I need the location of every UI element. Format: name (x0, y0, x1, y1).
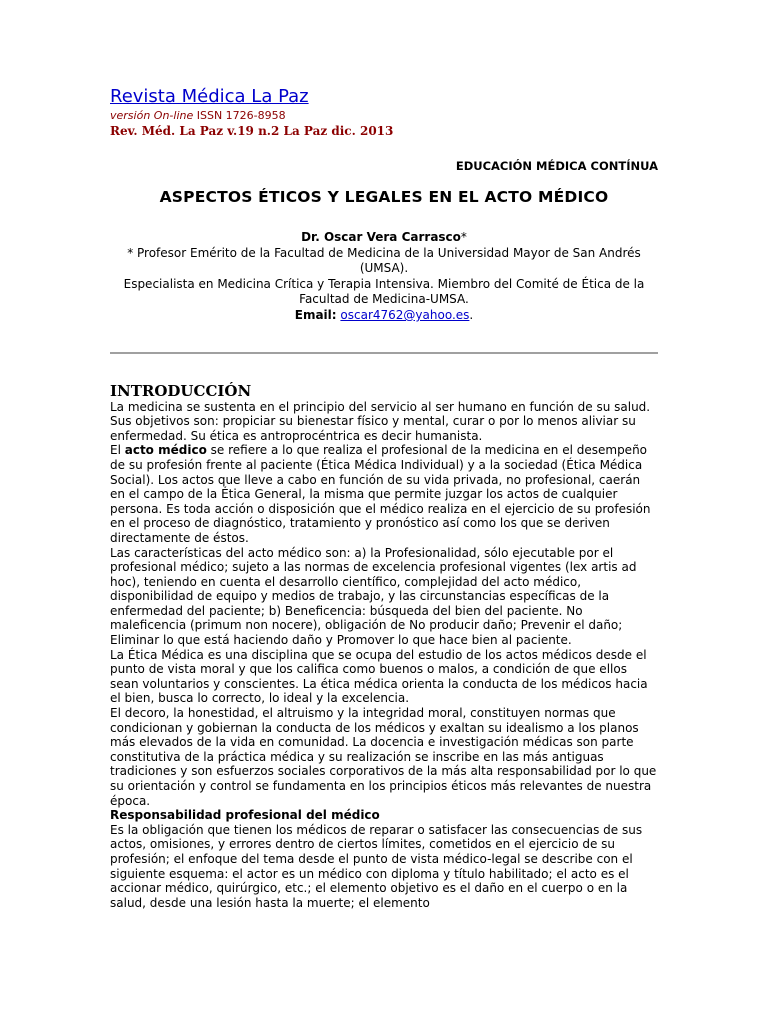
issn-text: ISSN 1726-8958 (193, 109, 286, 122)
version-line (110, 109, 658, 123)
author-name-line (112, 230, 656, 246)
article-body (110, 400, 658, 911)
article-title: ASPECTOS ÉTICOS Y LEGALES EN EL ACTO MÉDICO (159, 188, 609, 206)
article-page (110, 86, 658, 910)
email-trail: . (469, 307, 474, 322)
paragraph-2-lead: El (110, 443, 125, 458)
paragraph-6: Es la obligación que tienen los médicos de reparar o satisfacer las consecuencias de sus actos, omisiones, y errores dentro de ciertos límites, cometidos en el ejercicio de su profesión; el enfoque del tema desde el punto de vista médico-legal se describe con el siguiente esquema: el actor es un médico con diploma y título habilitado; el acto es el accionar médico, quirúrgico, etc.; el elemento objetivo es el daño en el cuerpo o en la salud, desde una lesión hasta la muerte; el elemento (110, 822, 643, 910)
author-block (110, 230, 658, 324)
author-affiliation: * Profesor Emérito de la Facultad de Medicina de la Universidad Mayor de San Andrés (UMSA). (127, 245, 641, 276)
journal-title-link[interactable]: Revista Médica La Paz (110, 86, 309, 107)
author-email-link[interactable]: oscar4762@yahoo.es (340, 307, 470, 322)
intro-heading: INTRODUCCIÓN (110, 381, 252, 400)
author-name-mark: * (460, 230, 467, 244)
author-specialty: Especialista en Medicina Crítica y Terapia Intensiva. Miembro del Comité de Ética de la Facultad de Medicina-UMSA. (123, 276, 645, 307)
paragraph-5: El decoro, la honestidad, el altruismo y la integridad moral, constituyen normas que condicionan y gobiernan la conducta de los médicos y exaltan su idealismo a los planos más elevados de la vida en comunidad. La docencia e investigación médicas son parte constitutiva de la práctica médica y su realización se inscribe en las más antiguas tradiciones y son esfuerzos sociales corporativos de la más alta responsabilidad por lo que su orientación y control se fundamenta en los principios éticos más relevantes de nuestra época. (110, 706, 657, 808)
paragraph-1: La medicina se sustenta en el principio del servicio al ser humano en función de su salud. Sus objetivos son: propiciar su bienestar físico y mental, curar o por lo menos aliviar su enfermedad. Su ética es antroprocéntrica es decir humanista. (110, 399, 651, 443)
citation: Rev. Méd. La Paz v.19 n.2 La Paz dic. 2013 (110, 124, 394, 138)
paragraph-2 (110, 443, 658, 545)
paragraph-4: La Ética Médica es una disciplina que se ocupa del estudio de los actos médicos desde el punto de vista moral y que los califica como buenos o malos, a condición de que ellos sean voluntarios y conscientes. La ética médica orienta la conducta de los médicos hacia el bien, busca lo correcto, lo ideal y la excelencia. (110, 647, 648, 706)
paragraph-2-rest: se refiere a lo que realiza el profesional de la medicina en el desempeño de su profesión frente al paciente (Ética Médica Individual) y a la sociedad (Ética Médica Social). Los actos que lleve a cabo en función de su vida privada, no profesional, caerán en el campo de la Ética General, la misma que permite juzgar los actos de cualquier persona. Es toda acción o disposición que el médico realiza en el ejercicio de su profesión en el proceso de diagnóstico, tratamiento y pronóstico así como los que se deriven directamente de éstos. (110, 443, 651, 545)
email-label: Email: (294, 307, 337, 322)
horizontal-divider (110, 352, 658, 354)
responsibility-subheading: Responsabilidad profesional del médico (110, 808, 380, 823)
acto-medico-term: acto médico (124, 443, 207, 458)
version-online-label: versión On-line (110, 109, 194, 122)
paragraph-3: Las características del acto médico son: a) la Profesionalidad, sólo ejecutable por el profesional médico; sujeto a las normas de excelencia profesional vigentes (lex artis ad hoc), teniendo en cuenta el desarrollo científico, complejidad del acto médico, disponibilidad de equipo y medios de trabajo, y las circunstancias específicas de la enfermedad del paciente; b) Beneficencia: búsqueda del bien del paciente. No maleficencia (primum non nocere), obligación de No producir daño; Prevenir el daño; Eliminar lo que está haciendo daño y Promover lo que hace bien al paciente. (110, 545, 637, 648)
author-name: Dr. Oscar Vera Carrasco (301, 230, 461, 244)
author-email-line (112, 308, 656, 324)
section-label: EDUCACIÓN MÉDICA CONTÍNUA (455, 159, 658, 173)
